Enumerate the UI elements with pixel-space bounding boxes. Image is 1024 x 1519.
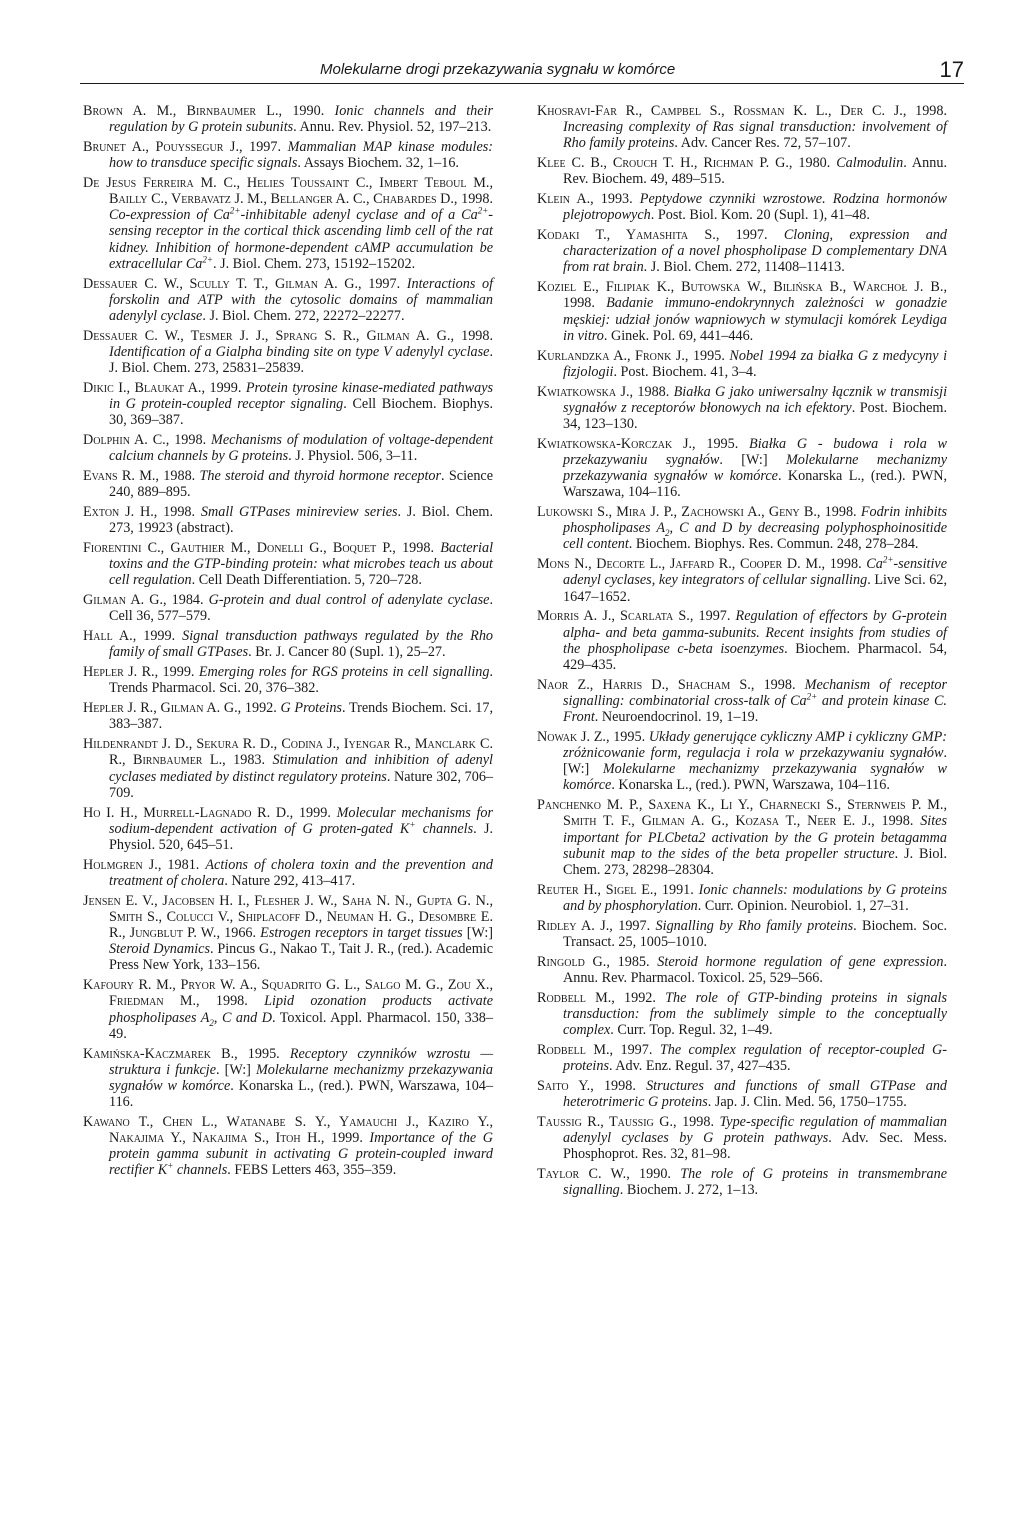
reference-entry: Taussig R., Taussig G., 1998. Type-specific regulation of mammalian adenylyl cyclases by G protein pathways. Adv. Sec. Mess. Phosphoprot. Res. 32, 81–98. [537, 1113, 948, 1163]
reference-entry: Gilman A. G., 1984. G-protein and dual control of adenylate cyclase. Cell 36, 577–579. [83, 592, 494, 625]
reference-entry: Evans R. M., 1988. The steroid and thyroid hormone receptor. Science 240, 889–895. [83, 468, 494, 501]
reference-column-right [537, 103, 947, 1202]
reference-entry: Kwiatkowska-Korczak J., 1995. Białka G - budowa i rola w przekazywaniu sygnałów. [W:] Molekularne mechanizmy przekazywania sygnałów w komórce. Konarska L., (red.). PWN, Warszawa, 104–116. [537, 435, 948, 501]
reference-entry: Taylor C. W., 1990. The role of G proteins in transmembrane signalling. Biochem. J. 272, 1–13. [537, 1165, 947, 1199]
reference-entry: Kwiatkowska J., 1988. Białka G jako uniwersalny łącznik w transmisji sygnałów z receptorów błonowych na ich efektory. Post. Biochem. 34, 123–130. [537, 383, 948, 432]
reference-entry: Ridley A. J., 1997. Signalling by Rho family proteins. Biochem. Soc. Transact. 25, 1005–1010. [537, 917, 948, 950]
reference-entry: Rodbell M., 1992. The role of GTP-binding proteins in signals transduction: from the sublimely simple to the conceptually complex. Curr. Top. Regul. 32, 1–49. [537, 989, 948, 1038]
reference-entry: Dolphin A. C., 1998. Mechanisms of modulation of voltage-dependent calcium channels by G proteins. J. Physiol. 506, 3–11. [83, 432, 494, 465]
reference-entry: Klein A., 1993. Peptydowe czynniki wzrostowe. Rodzina hormonów plejotropowych. Post. Biol. Kom. 20 (Supl. 1), 41–48. [537, 191, 948, 224]
reference-entry: Hildenrandt J. D., Sekura R. D., Codina J., Iyengar R., Manclark C. R., Birnbaumer L., 1983. Stimulation and inhibition of adenyl cyclases mediated by distinct regulatory proteins. Nature 302, 706–709. [83, 736, 494, 801]
reference-entry: Mons N., Decorte L., Jaffard R., Cooper D. M., 1998. $Ca^{2+}$-sensitive adenyl cyclases, key integrators of cellular signalling. Live Sci. 62, 1647–1652. [537, 554, 947, 605]
running-title: Molekularne drogi przekazywania sygnału w komórce [320, 61, 676, 78]
reference-entry: Hepler J. R., Gilman A. G., 1992. G Proteins. Trends Biochem. Sci. 17, 383–387. [83, 700, 494, 733]
reference-entry: Brunet A., Pouyssegur J., 1997. Mammalian MAP kinase modules: how to transduce specific signals. Assays Biochem. 32, 1–16. [83, 139, 493, 172]
reference-entry: Ringold G., 1985. Steroid hormone regulation of gene expression. Annu. Rev. Pharmacol. Toxicol. 25, 529–566. [537, 953, 948, 986]
reference-entry: Koziel E., Filipiak K., Butowska W., Bilińska B., Warchoł J. B., 1998. Badanie immuno-endokrynnych zależności w gonadzie męskiej: udział jonów wapniowych w stymulacji komórek Leydiga in vitro. Ginek. Pol. 69, 441–446. [537, 279, 947, 344]
reference-entry: Kawano T., Chen L., Watanabe S. Y., Yamauchi J., Kaziro Y., Nakajima Y., Nakajima S., Itoh H., 1999. Importance of the G protein gamma subunit in activating G protein-coupled inward rectifier K+ channels. FEBS Letters 463, 355–359. [83, 1113, 493, 1179]
reference-entry: Kafoury R. M., Pryor W. A., Squadrito G. L., Salgo M. G., Zou X., Friedman M., 1998. Lipid ozonation products activate phospholipases $A_2$, C and D. Toxicol. Appl. Pharmacol. 150, 338–49. [83, 977, 494, 1042]
header-rule [80, 83, 964, 84]
reference-entry: Holmgren J., 1981. Actions of cholera toxin and the prevention and treatment of cholera. Nature 292, 413–417. [83, 856, 494, 889]
reference-entry: Kodaki T., Yamashita S., 1997. Cloning, expression and characterization of a novel phospholipase D complementary DNA from rat brain. J. Biol. Chem. 272, 11408–11413. [537, 227, 948, 276]
reference-entry: Saito Y., 1998. Structures and functions of small GTPase and heterotrimeric G proteins. Jap. J. Clin. Med. 56, 1750–1755. [537, 1077, 948, 1110]
reference-entry: De Jesus Ferreira M. C., Helies Toussaint C., Imbert Teboul M., Bailly C., Verbavatz J. M., Bellanger A. C., Chabardes D., 1998. Co-expression of $Ca^{2+}$-inhibitable adenyl cyclase and of a $Ca^{2+}$-sensing receptor in the cortical thick ascending limb cell of the rat kidney. Inhibition of hormone-dependent cAMP accumulation be extracellular $Ca^{2+}$. J. Biol. Chem. 273, 15192–15202. [83, 175, 494, 272]
reference-entry: Jensen E. V., Jacobsen H. I., Flesher J. W., Saha N. N., Gupta G. N., Smith S., Colucci V., Shiplacoff D., Neuman H. G., Desombre E. R., Jungblut P. W., 1966. Estrogen receptors in target tissues [W:] Steroid Dynamics. Pincus G., Nakao T., Tait J. R., (red.). Academic Press New York, 133–156. [83, 892, 494, 974]
reference-entry: Hepler J. R., 1999. Emerging roles for RGS proteins in cell signalling. Trends Pharmacol. Sci. 20, 376–382. [83, 664, 494, 697]
reference-entry: Dessauer C. W., Scully T. T., Gilman A. G., 1997. Interactions of forskolin and ATP with the cytosolic domains of mammalian adenylyl cyclase. J. Biol. Chem. 272, 22272–22277. [83, 275, 494, 324]
reference-entry: Fiorentini C., Gauthier M., Donelli G., Boquet P., 1998. Bacterial toxins and the GTP-binding protein: what microbes teach us about cell regulation. Cell Death Differentiation. 5, 720–728. [83, 540, 494, 589]
reference-entry: Brown A. M., Birnbaumer L., 1990. Ionic channels and their regulation by G protein subunits. Annu. Rev. Physiol. 52, 197–213. [83, 103, 494, 136]
reference-entry: Klee C. B., Crouch T. H., Richman P. G., 1980. Calmodulin. Annu. Rev. Biochem. 49, 489–515. [537, 155, 947, 188]
reference-entry: Dessauer C. W., Tesmer J. J., Sprang S. R., Gilman A. G., 1998. Identification of a Gialpha binding site on type V adenylyl cyclase. J. Biol. Chem. 273, 25831–25839. [83, 327, 494, 377]
reference-entry: Hall A., 1999. Signal transduction pathways regulated by the Rho family of small GTPases. Br. J. Cancer 80 (Supl. 1), 25–27. [83, 628, 494, 661]
reference-entry: Kamińska-Kaczmarek B., 1995. Receptory czynników wzrostu — struktura i funkcje. [W:] Molekularne mechanizmy przekazywania sygnałów w komórce. Konarska L., (red.). PWN, Warszawa, 104–116. [83, 1045, 493, 1110]
reference-entry: Lukowski S., Mira J. P., Zachowski A., Geny B., 1998. Fodrin inhibits phospholipases $A_2$, C and D by decreasing polyphosphoinositide cell content. Biochem. Biophys. Res. Commun. 248, 278–284. [537, 504, 948, 553]
page-header [80, 55, 964, 85]
reference-entry: Panchenko M. P., Saxena K., Li Y., Charnecki S., Sternweis P. M., Smith T. F., Gilman A. G., Kozasa T., Neer E. J., 1998. Sites important for PLCbeta2 activation by the G protein betagamma subunit map to the sides of the beta propeller structure. J. Biol. Chem. 273, 28298–28304. [537, 797, 948, 878]
reference-column-left [83, 103, 493, 1182]
reference-entry: Exton J. H., 1998. Small GTPases minireview series. J. Biol. Chem. 273, 19923 (abstract). [83, 504, 494, 537]
reference-entry: Rodbell M., 1997. The complex regulation of receptor-coupled G-proteins. Adv. Enz. Regul. 37, 427–435. [537, 1041, 948, 1074]
reference-entry: Reuter H., Sigel E., 1991. Ionic channels: modulations by G proteins and by phosphorylation. Curr. Opinion. Neurobiol. 1, 27–31. [537, 881, 948, 914]
page-number: 17 [939, 57, 964, 82]
reference-entry: Naor Z., Harris D., Shacham S., 1998. Mechanism of receptor signalling: combinatorial cross-talk of $Ca^{2+}$ and protein kinase C. Front. Neuroendocrinol. 19, 1–19. [537, 676, 948, 726]
reference-entry: Ho I. H., Murrell-Lagnado R. D., 1999. Molecular mechanisms for sodium-dependent activation of G proten-gated K+ channels. J. Physiol. 520, 645–51. [83, 804, 494, 853]
reference-entry: Nowak J. Z., 1995. Układy generujące cykliczny AMP i cykliczny GMP: zróżnicowanie form, regulacja i rola w przekazywaniu sygnałów. [W:] Molekularne mechanizmy przekazywania sygnałów w komórce. Konarska L., (red.). PWN, Warszawa, 104–116. [537, 728, 948, 794]
reference-entry: Kurlandzka A., Fronk J., 1995. Nobel 1994 za białka G z medycyny i fizjologii. Post. Biochem. 41, 3–4. [537, 347, 948, 380]
reference-entry: Dikic I., Blaukat A., 1999. Protein tyrosine kinase-mediated pathways in G protein-coupled receptor signaling. Cell Biochem. Biophys. 30, 369–387. [83, 379, 494, 429]
reference-entry: Morris A. J., Scarlata S., 1997. Regulation of effectors by G-protein alpha- and beta gamma-subunits. Recent insights from studies of the phospholipase c-beta isoenzymes. Biochem. Pharmacol. 54, 429–435. [537, 608, 947, 673]
reference-entry: Khosravi-Far R., Campbel S., Rossman K. L., Der C. J., 1998. Increasing complexity of Ras signal transduction: involvement of Rho family proteins. Adv. Cancer Res. 72, 57–107. [537, 103, 948, 152]
